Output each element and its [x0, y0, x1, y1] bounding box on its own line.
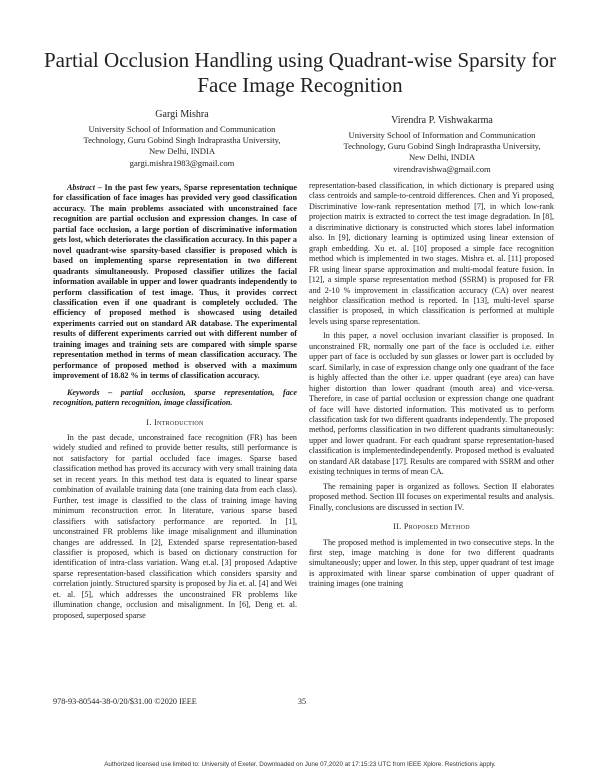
- author-name: Gargi Mishra: [155, 109, 209, 120]
- license-notice: Authorized licensed use limited to: University of Exeter. Downloaded on June 07,2020 at 17:15:23 UTC from IEEE Xplore. Restrictions apply.: [104, 761, 496, 768]
- isbn-copyright: 978-93-80544-38-0/20/$31.00 ©2020 IEEE: [53, 697, 197, 706]
- author-block-1: [58, 108, 306, 169]
- keywords: [53, 388, 297, 409]
- keywords-label: Keywords: [67, 387, 100, 397]
- author-name: Virendra P. Vishwakarma: [391, 115, 493, 126]
- section-heading-introduction: I. Introduction: [146, 417, 204, 427]
- paragraph: The remaining paper is organized as follows. Section II elaborates proposed method. Section III focuses on experimental results and analysis. Finally, conclusions are discussed in section IV.: [309, 481, 554, 512]
- author-email: virendravishwa@gmail.com: [393, 163, 491, 174]
- abstract-text: – In the past few years, Sparse representation technique for classification of face images has provided very good classification accuracy. The main problems associated with unconstrained face recognition are partial occlusion and expression changes. In case of partial face occlusion, a large portion of discriminative information gets lost, which deteriorates the classification accuracy. In this paper a novel quadrant-wise sparsity-based classifier is proposed which is based on implementing sparse representation in two different quadrants simultaneously. Proposed classifier utilizes the facial information available in upper and lower quadrants independently to perform classification of test image. Thus, it provides correct classification even if one quadrant is completely occluded. The efficiency of proposed method is showcased using detailed experiments carried out on standard AR database. The experimental results of different experiments carried out with different number of training images and training sets are compared with simple sparse representation method in terms of mean classification accuracy. The performance of proposed method is observed with a maximum improvement of 18.82 % in terms of classification accuracy.: [53, 183, 297, 381]
- author-affiliation: Technology, Guru Gobind Singh Indraprastha University,: [83, 135, 281, 146]
- author-affiliation: University School of Information and Communication: [348, 130, 536, 140]
- right-column: [309, 181, 554, 594]
- paragraph: In this paper, a novel occlusion invariant classifier is proposed. In unconstrained FR, normally one part of the face is occluded i.e. either upper part of face is occluded by sun glasses or lower part is occluded by scarf. Similarly, in case of expression change only one quadrant of the face is highly affected than the other i.e. upper quadrant (eye area) can have higher distortion than lower quadrant (mouth area) and vice-versa. Therefore, in case of partial occlusion or expression change one quadrant of face will have distorted information. This motivated us to perform classification task for two different quadrants independently. The proposed method, performs classification in two different quadrants simultaneously: upper and lower quadrant. For each quadrant sparse representation-based classification is implementedindependently. Proposed method is evaluated on standard AR database [17]. Results are compared with SSRM and other existing techniques in terms of mean CA.: [309, 331, 554, 477]
- section-heading-proposed-method: II. Proposed Method: [393, 522, 470, 532]
- author-block-2: [322, 114, 562, 175]
- paragraph: representation-based classification, in which dictionary is prepared using class centroids and sample-to-centroid differences. Chen and Yi proposed, Discriminative low-rank representation method [7], in which low-rank projection matrix is extracted to correct the test image degradation. In [8], a discriminative dictionary is constructed which stores label information also. In [9], dictionary learning is optimized using linear extension of graph embedding. Xu et. al. [10] proposed a simple face recognition method which is implemented in two stages. Mishra et. al. [11] proposed FR using linear sparse approximation and multi-modal feature fusion. In [12], a simple sparse representation method (SSRM) is proposed for FR and 2-10 % improvement in classification accuracy (CA) over nearest neighbor classification method is reported. In [13], multi-level sparse classifier is proposed, in which classification is performed at multiple levels using sparse representation.: [309, 181, 554, 326]
- paragraph: In the past decade, unconstrained face recognition (FR) has been widely studied and refined to provide better results, still performance is not satisfactory for partial occluded face images. Sparse based classification method has proved its accuracy with very small training data set in recent years. In this method test data is equated to linear sparse combination of available training data (one training data from each class). Further, test image is classified to the class of training image having minimum reconstruction error. In literature, various sparse based classifiers with satisfactory performance are reported. In [1], unconstrained FR problems like image misalignment and illumination changes are addressed. In [2], Extended sparse representation-based classifier is proposed, which is based on dictionary construction for identification of intra-class variation. Wang et.al. [3] proposed Adaptive sparse representation-based classification which considers sparsity and correlation jointly. Structured sparsity is proposed by Jia et. al. [4] and Wei et. al. [5], which addresses the unconstrained FR problems like illumination change, occlusion and misalignment. In [6], Deng et. al. proposed, superposed sparse: [53, 432, 297, 620]
- author-city: New Delhi, INDIA: [148, 146, 216, 157]
- author-affiliation: Technology, Guru Gobind Singh Indraprastha University,: [343, 141, 541, 152]
- author-email: gargi.mishra1983@gmail.com: [129, 157, 235, 168]
- abstract-label: Abstract: [67, 183, 95, 192]
- page-number: 35: [297, 697, 307, 706]
- paragraph: The proposed method is implemented in two consecutive steps. In the first step, image matching is done for two different quadrants simultaneously; upper and lower. In this step, upper quadrant of test image is approximated with linear sparse combination of upper quadrant of training images (one training: [309, 537, 554, 589]
- abstract: [53, 183, 297, 382]
- paper-title: Partial Occlusion Handling using Quadrant-wise Sparsity for Face Image Recognition: [43, 48, 557, 97]
- author-affiliation: University School of Information and Communication: [88, 124, 276, 134]
- keywords-text: – partial occlusion, sparse representation, face recognition, pattern recognition, image classification.: [53, 387, 297, 408]
- left-column: [53, 183, 297, 625]
- author-city: New Delhi, INDIA: [408, 152, 476, 163]
